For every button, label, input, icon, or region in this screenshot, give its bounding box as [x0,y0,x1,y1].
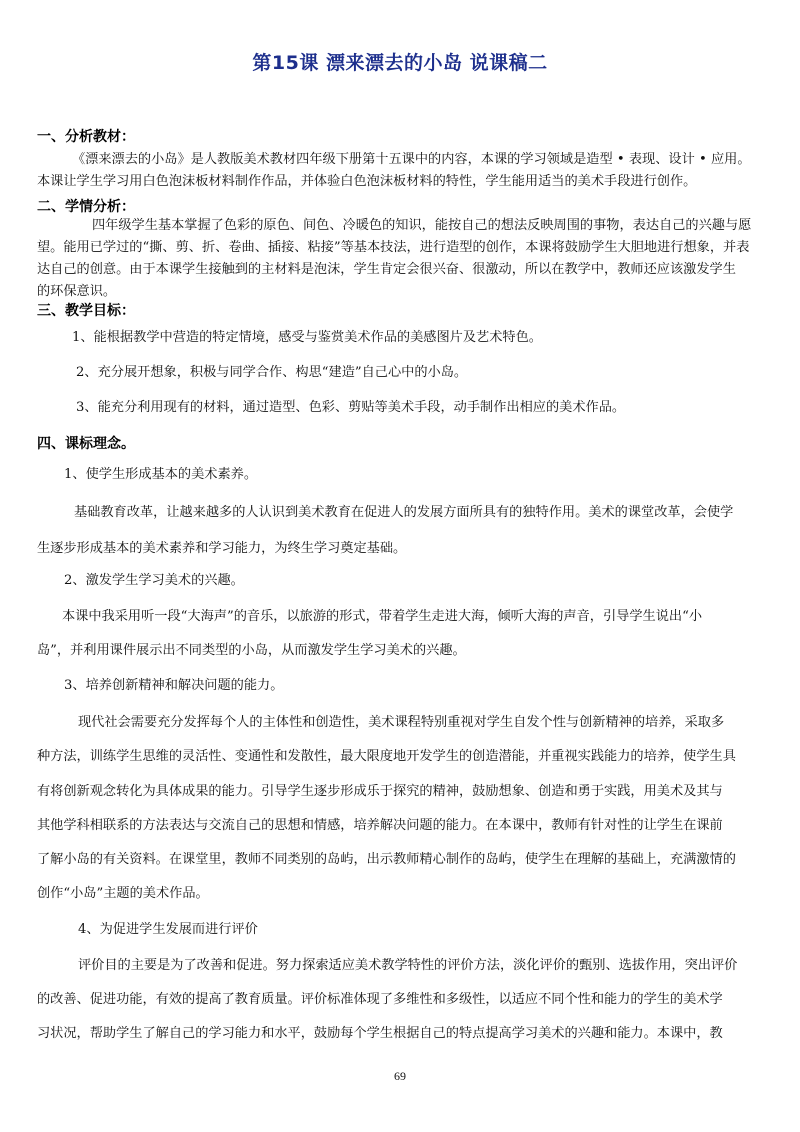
objective-item: 1、能根据教学中营造的特定情境，感受与鉴赏美术作品的美感图片及艺术特色。 [72,330,542,345]
paragraph-line: 了解小岛的有关资料。在课堂里，教师不同类别的岛屿，出示教师精心制作的岛屿，使学生在理解的基础上，充满激情的 [37,852,736,867]
paragraph-line: 有将创新观念转化为具体成果的能力。引导学生逐步形成乐于探究的精神，鼓励想象、创造和勇于实践，用美术及其与 [37,784,723,799]
paragraph-line: 基础教育改革，让越来越多的人认识到美术教育在促进人的发展方面所具有的独特作用。美术的课堂改革，会使学 [74,505,734,520]
page-title: 第15课 漂来漂去的小岛 说课稿二 [252,52,548,74]
subheading: 4、为促进学生发展而进行评价 [78,922,258,937]
paragraph-line: 的环保意识。 [37,284,117,299]
paragraph-line: 现代社会需要充分发挥每个人的主体性和创造性，美术课程特别重视对学生自发个性与创新精神的培养，采取多 [78,715,725,730]
paragraph-line: 望。能用已学过的“撕、剪、折、卷曲、插接、粘接”等基本技法，进行造型的创作，本课将鼓励学生大胆地进行想象，并表 [37,240,750,255]
subheading: 2、激发学生学习美术的兴趣。 [64,573,244,588]
paragraph-line: 种方法，训练学生思维的灵活性、变通性和发散性，最大限度地开发学生的创造潜能，并重视实践能力的培养，使学生具 [37,749,736,764]
section-heading-curriculum-ideas: 四、课标理念。 [37,436,135,452]
objective-item: 3、能充分利用现有的材料，通过造型、色彩、剪贴等美术手段，动手制作出相应的美术作品。 [76,400,626,415]
paragraph-line: 创作“小岛”主题的美术作品。 [37,886,209,901]
paragraph-line: 习状况，帮助学生了解自己的学习能力和水平，鼓励每个学生根据自己的特点提高学习美术的兴趣和能力。本课中，教 [37,1026,723,1041]
subheading: 1、使学生形成基本的美术素养。 [64,467,258,482]
paragraph-line: 评价目的主要是为了改善和促进。努力探索适应美术教学特性的评价方法，淡化评价的甄别、选拔作用，突出评价 [78,958,738,973]
paragraph-line: 达自己的创意。由于本课学生接触到的主材料是泡沫，学生肯定会很兴奋、很激动，所以在教学中，教师还应该激发学生 [37,262,736,277]
paragraph-line: 其他学科相联系的方法表达与交流自己的思想和情感，培养解决问题的能力。在本课中，教师有针对性的让学生在课前 [37,818,723,833]
paragraph-line: 生逐步形成基本的美术素养和学习能力，为终生学习奠定基础。 [37,541,407,556]
section-heading-learner-analysis: 二、学情分析： [37,199,135,215]
paragraph-line: 四年级学生基本掌握了色彩的原色、间色、冷暖色的知识，能按自己的想法反映周围的事物，表达自己的兴趣与愿 [92,218,752,233]
paragraph-line: 岛”，并利用课件展示出不同类型的小岛，从而激发学生学习美术的兴趣。 [37,643,466,658]
paragraph-line: 本课中我采用听一段“大海声”的音乐，以旅游的形式，带着学生走进大海，倾听大海的声音，引导学生说出“小 [62,609,703,624]
paragraph-line: 的改善、促进功能，有效的提高了教育质量。评价标准体现了多维性和多级性，以适应不同个性和能力的学生的美术学 [37,992,723,1007]
section-heading-analysis: 一、分析教材： [37,129,135,145]
objective-item: 2、充分展开想象，积极与同学合作、构思“建造”自己心中的小岛。 [76,365,468,380]
paragraph-line: 《漂来漂去的小岛》是人教版美术教材四年级下册第十五课中的内容，本课的学习领域是造型 • 表现、设计 • 应用。 [72,152,751,167]
page-number: 69 [394,1069,406,1083]
section-heading-objectives: 三、教学目标： [37,303,135,319]
subheading: 3、培养创新精神和解决问题的能力。 [64,678,284,693]
paragraph-line: 本课让学生学习用白色泡沫板材料制作作品，并体验白色泡沫板材料的特性，学生能用适当的美术手段进行创作。 [37,174,697,189]
